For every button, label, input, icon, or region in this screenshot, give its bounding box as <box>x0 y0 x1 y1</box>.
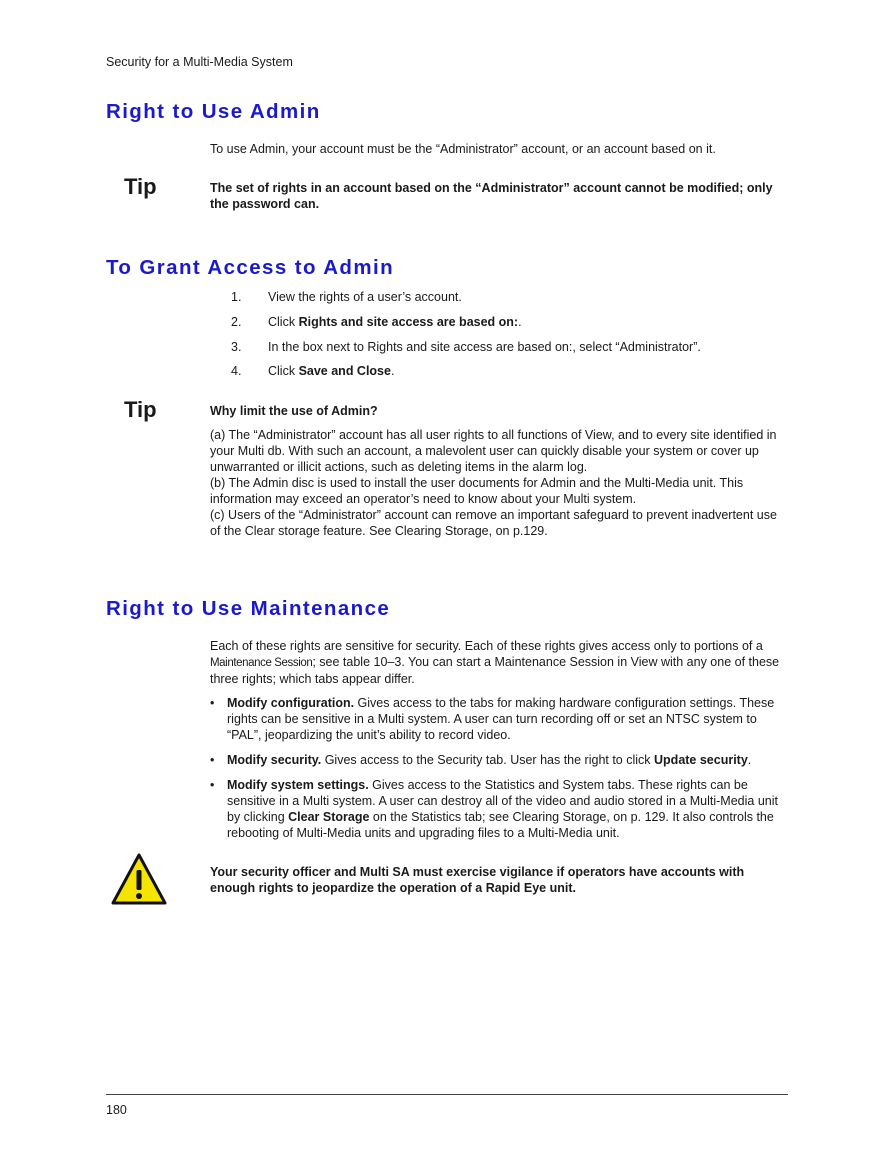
warning-text: Your security officer and Multi SA must exercise vigilance if operators have accounts with enough rights to jeopardize the operation of a Rapid Eye unit. <box>210 865 745 895</box>
bullet-modify-configuration <box>210 695 790 743</box>
heading-right-to-use-admin: Right to Use Admin <box>106 100 321 123</box>
bullet-dot-icon: • <box>210 778 215 792</box>
bullet-text-end: on the Statistics tab; see Clearing Storage, on p. 129. It also controls the rebooting of Multi-Media units and upgrading files to a Multi-Media unit. <box>227 810 774 840</box>
bullet-text: Gives access to the Security tab. User has the right to click <box>321 753 655 767</box>
step-text: In the box next to Rights and site access are based on:, select “Administrator”. <box>268 340 701 354</box>
step-number: 1. <box>231 290 242 304</box>
bullet-title: Modify security. <box>227 753 322 767</box>
grant-tip-heading: Why limit the use of Admin? <box>210 404 378 418</box>
step-bold-text: Save and Close <box>298 364 391 378</box>
intro-small-text: Maintenance Session <box>210 657 313 669</box>
running-header: Security for a Multi-Media System <box>106 55 293 69</box>
bullet-text-end: . <box>747 753 752 767</box>
tip-label: Tip <box>124 397 157 422</box>
step-text-end: . <box>518 315 522 329</box>
step-number: 3. <box>231 340 242 354</box>
step-4 <box>231 364 791 378</box>
step-2 <box>231 315 791 329</box>
bullet-bold-text: Clear Storage <box>288 810 370 824</box>
step-3 <box>231 340 791 354</box>
maintenance-intro <box>210 638 790 687</box>
heading-grant-access: To Grant Access to Admin <box>106 256 394 279</box>
footer-rule <box>106 1094 788 1095</box>
step-text: View the rights of a user’s account. <box>268 290 462 304</box>
intro-text: Each of these rights are sensitive for security. Each of these rights gives access only to portions of a <box>210 639 763 653</box>
step-1 <box>231 290 791 304</box>
admin-intro: To use Admin, your account must be the “Administrator” account, or an account based on it. <box>210 142 716 156</box>
step-number: 4. <box>231 364 242 378</box>
tip-label: Tip <box>124 174 157 199</box>
admin-tip-text: The set of rights in an account based on the “Administrator” account cannot be modified; only the password can. <box>210 181 773 211</box>
step-text-end: . <box>390 364 395 378</box>
grant-tip-b: (b) The Admin disc is used to install the user documents for Admin and the Multi-Media unit. This information may exceed an operator’s need to know about your Multi system. <box>210 476 744 506</box>
bullet-title: Modify system settings. <box>227 778 369 792</box>
grant-tip-c: (c) Users of the “Administrator” account can remove an important safeguard to prevent inadvertent use of the Clear storage feature. See Clearing Storage, on p.129. <box>210 508 777 538</box>
bullet-modify-system-settings <box>210 777 790 841</box>
step-bold-text: Rights and site access are based on: <box>298 315 519 329</box>
step-text: Click <box>268 315 299 329</box>
page-number: 180 <box>106 1103 127 1117</box>
bullet-modify-security <box>210 752 790 768</box>
bullet-dot-icon: • <box>210 753 215 767</box>
bullet-bold-text: Update security <box>654 753 748 767</box>
bullet-text: Gives access to the tabs for making hardware configuration settings. These rights can be sensitive in a Multi system. A user can turn recording off or set an NTSC system to “PAL”, jeopardizing the unit’s ability to record video. <box>227 696 775 742</box>
grant-tip-body <box>210 427 790 539</box>
bullet-title: Modify configuration. <box>227 696 355 710</box>
intro-text-end: ; see table 10–3. You can start a Maintenance Session in View with any one of these three rights; which tabs appear differ. <box>210 655 780 686</box>
heading-right-to-use-maintenance: Right to Use Maintenance <box>106 597 391 620</box>
step-number: 2. <box>231 315 242 329</box>
bullet-dot-icon: • <box>210 696 215 710</box>
bullet-text: Gives access to the Statistics and System tabs. These rights can be sensitive in a Multi system. A user can destroy all of the video and audio stored in a Multi-Media unit by clicking <box>227 778 778 824</box>
grant-tip-a: (a) The “Administrator” account has all user rights to all functions of View, and to every site identified in your Multi db. With such an account, a malevolent user can quickly disable your system or cover up unwarranted or illicit actions, such as deleting items in the alarm log. <box>210 428 777 474</box>
step-text: Click <box>268 364 299 378</box>
warning-triangle-icon <box>110 852 168 911</box>
